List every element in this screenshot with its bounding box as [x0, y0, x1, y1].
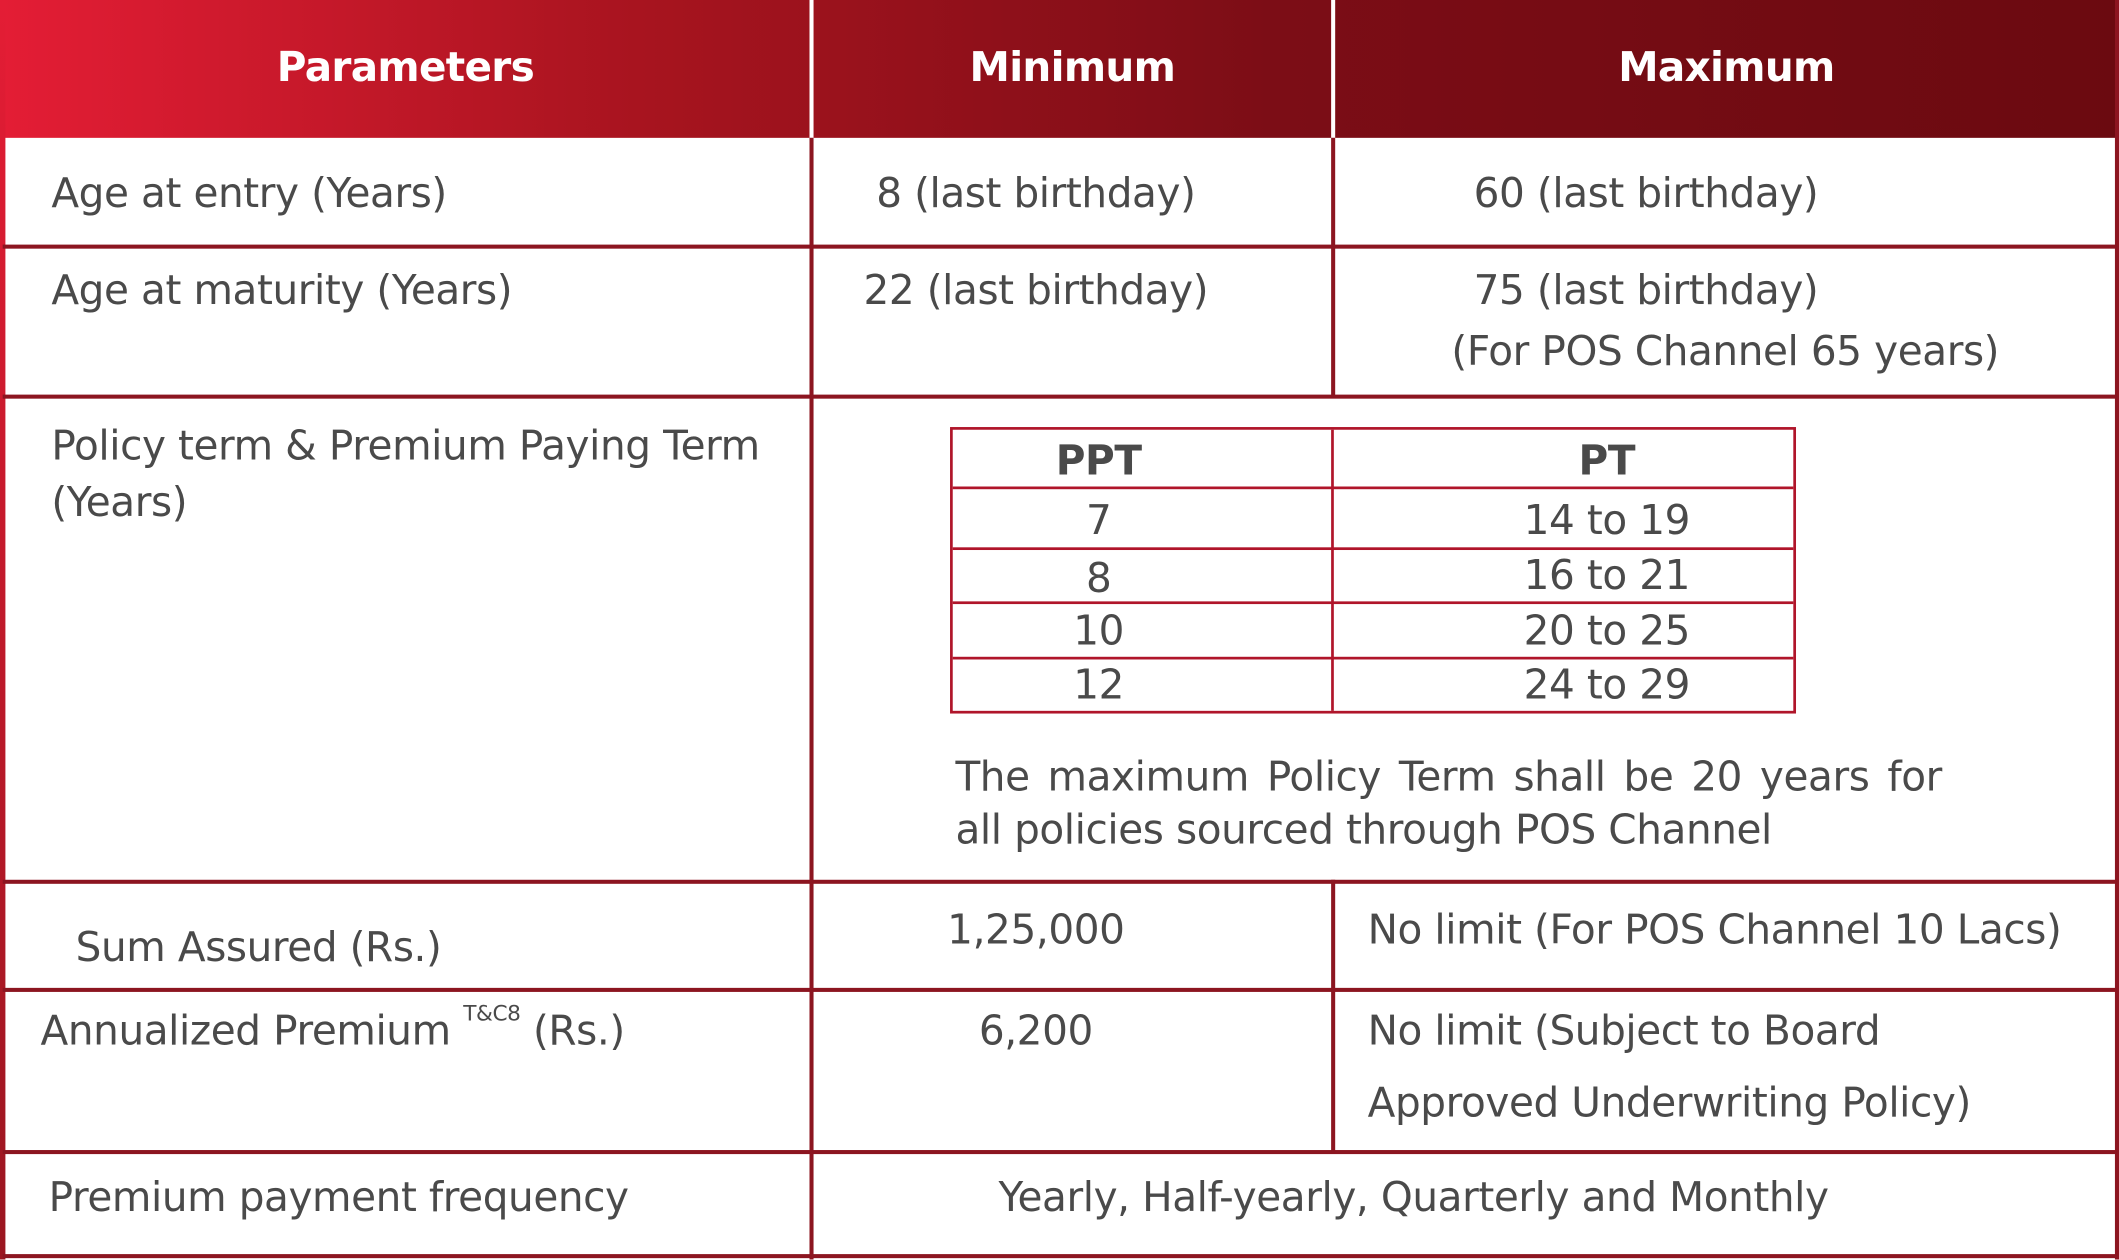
row-divider	[3, 245, 2117, 249]
inner-header-pt: PT	[1578, 437, 1636, 486]
row-divider	[3, 1254, 2117, 1258]
label-annualized-premium: Annualized Premium $^{T\&C8}$ (Rs.)	[40, 1000, 625, 1056]
table-border-right	[2115, 0, 2119, 1260]
row-divider	[3, 988, 2117, 992]
payment-frequency-value: Yearly, Half-yearly, Quarterly and Monthly	[998, 1174, 1829, 1222]
label-policy-term-years: (Years)	[51, 479, 188, 528]
inner-row-divider	[953, 547, 1794, 550]
label-payment-frequency: Premium payment frequency	[48, 1174, 629, 1222]
row-divider	[3, 1150, 2117, 1154]
inner-row-divider	[953, 657, 1794, 660]
inner-row-divider	[953, 487, 1794, 490]
max-annualized-premium-1: No limit (Subject to Board	[1367, 1008, 1881, 1056]
policy-term-note-1: The maximum Policy Term shall be 20 years for	[955, 754, 1942, 802]
pt-value: 16 to 21	[1523, 552, 1691, 601]
max-age-entry: 60 (last birthday)	[1473, 170, 1819, 218]
max-annualized-premium-2: Approved Underwriting Policy)	[1367, 1079, 1971, 1128]
label-age-entry: Age at entry (Years)	[51, 170, 447, 218]
column-divider	[1331, 880, 1335, 1153]
min-annualized-premium: 6,200	[978, 1008, 1093, 1056]
label-age-maturity: Age at maturity (Years)	[51, 267, 513, 315]
max-age-maturity: 75 (last birthday)	[1473, 267, 1819, 315]
max-age-maturity-pos: (For POS Channel 65 years)	[1451, 328, 2000, 376]
label-policy-term: Policy term & Premium Paying Term	[51, 422, 760, 471]
ppt-pt-table	[950, 427, 1796, 713]
tc-superscript: T&C8	[463, 1000, 521, 1026]
row-divider	[3, 395, 2117, 399]
pt-value: 24 to 29	[1523, 662, 1691, 710]
ppt-value: 7	[1085, 497, 1112, 545]
policy-term-note-2: all policies sourced through POS Channel	[955, 806, 1772, 855]
min-sum-assured: 1,25,000	[947, 906, 1125, 955]
pt-value: 20 to 25	[1523, 608, 1691, 656]
header-maximum: Maximum	[1618, 44, 1835, 92]
label-sum-assured: Sum Assured (Rs.)	[75, 924, 442, 972]
ppt-value: 10	[1073, 608, 1125, 656]
header-minimum: Minimum	[969, 44, 1176, 92]
pt-value: 14 to 19	[1523, 497, 1691, 545]
header-parameters: Parameters	[276, 44, 535, 92]
ppt-value: 12	[1073, 662, 1125, 710]
row-divider	[3, 880, 2117, 884]
max-sum-assured: No limit (For POS Channel 10 Lacs)	[1367, 906, 2062, 955]
min-age-entry: 8 (last birthday)	[876, 170, 1196, 218]
ppt-value: 8	[1085, 555, 1112, 603]
table-border-left	[0, 0, 5, 1260]
inner-header-ppt: PPT	[1055, 437, 1142, 486]
min-age-maturity: 22 (last birthday)	[863, 267, 1209, 315]
